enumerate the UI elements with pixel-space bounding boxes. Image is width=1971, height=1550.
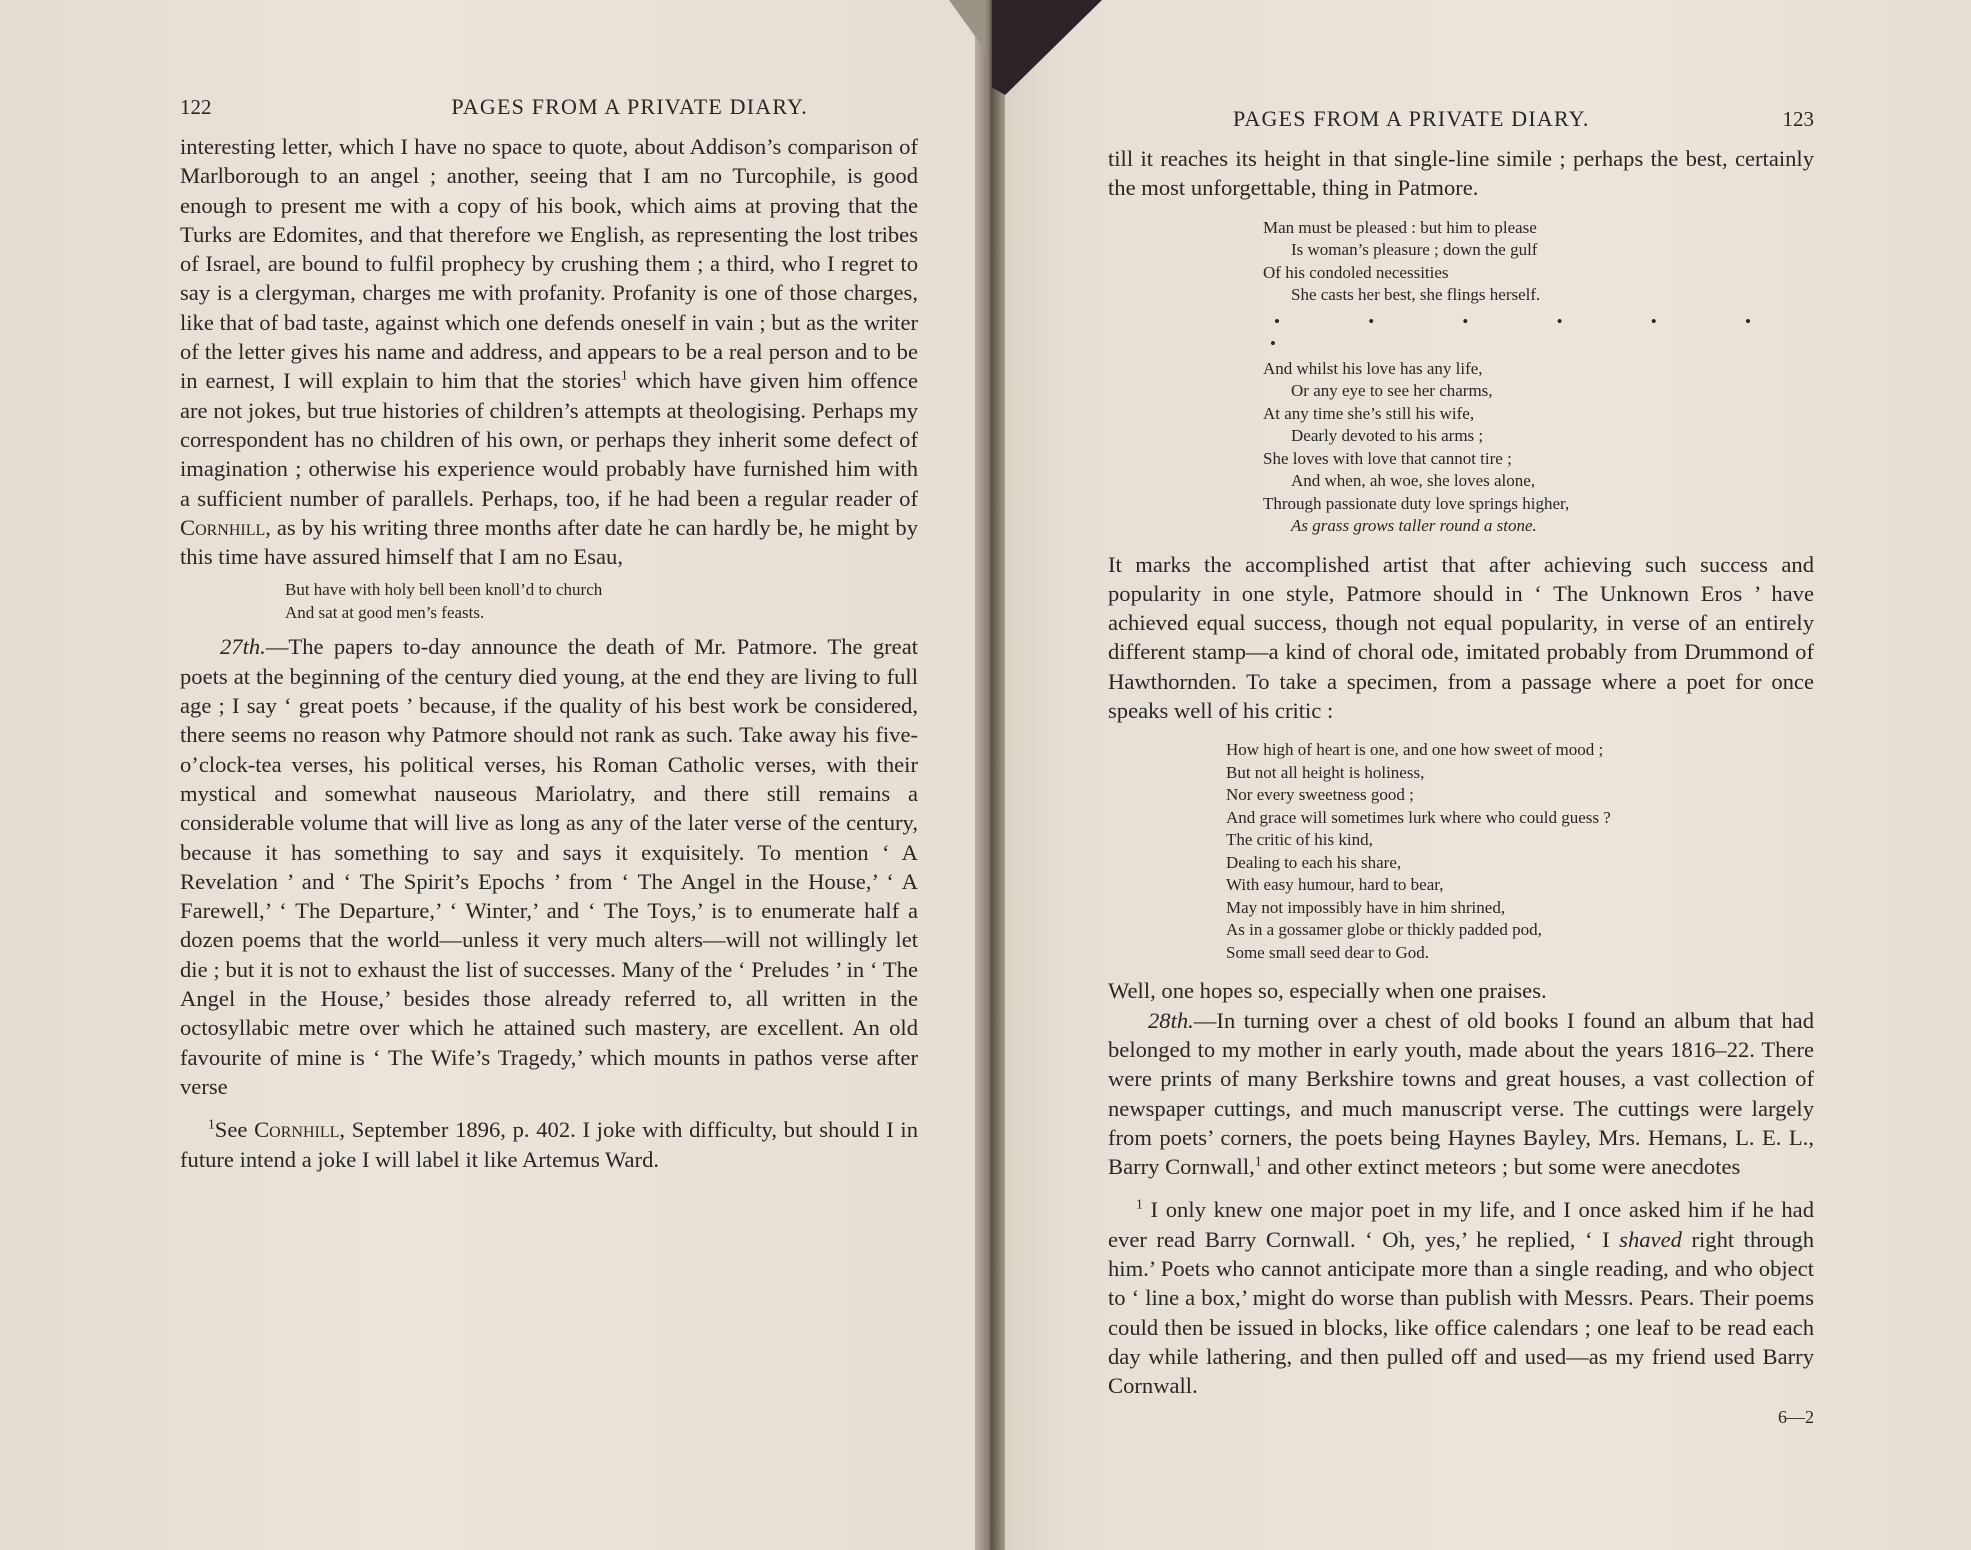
verse-line: But not all height is holiness,: [1226, 762, 1425, 782]
right-paragraph-1: till it reaches its height in that single-line simile ; perhaps the best, certainly the most unforgettable, thing in Patmore.: [1108, 146, 1814, 201]
footnote-mark: 1: [1136, 1196, 1143, 1212]
text-run: right through him.’ Poets who cannot anticipate more than a single reading, and who object to ‘ line a box,’ might do worse than publish with Messrs. Pears. Their poems could then be issued in blocks, like office calendars ; one leaf to be read each day while lathering, and then pulled off and used—as my friend used Barry Cornwall.: [1108, 1226, 1814, 1399]
text-run: which have given him offence are not jokes, but true histories of children’s attempts at theologising. Perhaps my correspondent has no children of his own, or perhaps they inherit some defect of imagination ; otherwise his experience would probably have furnished him with a sufficient number of parallels. Perhaps, too, if he had been a regular reader of: [180, 368, 918, 511]
right-running-title: PAGES FROM A PRIVATE DIARY.: [1233, 106, 1590, 131]
verse-line: As in a gossamer globe or thickly padded pod,: [1226, 920, 1542, 940]
verse-line: And when, ah woe, she loves alone,: [1291, 471, 1536, 491]
text-run: shaved: [1619, 1226, 1682, 1252]
verse-ellipsis: [1108, 311, 1814, 356]
entry-date: 28th.: [1148, 1007, 1194, 1033]
text-run: See: [214, 1117, 255, 1143]
left-footnote: [180, 1115, 918, 1174]
left-verse-quote: [180, 579, 918, 624]
entry-date: 27th.: [220, 634, 266, 660]
verse-line: Dealing to each his share,: [1226, 852, 1402, 872]
right-body: [1108, 144, 1814, 1428]
right-running-head: [1108, 106, 1814, 132]
signature-mark: 6—2: [1778, 1406, 1814, 1427]
text-run: Cornhill: [180, 514, 266, 540]
verse-line: And whilst his love has any life,: [1263, 358, 1483, 378]
right-page: [988, 0, 1971, 1550]
book-gutter: [975, 0, 1005, 1550]
verse-line: At any time she’s still his wife,: [1263, 403, 1475, 423]
text-run: , as by his writing three months after date he can hardly be, he might by this time have assured himself that I am no Esau,: [180, 514, 918, 570]
ellipsis-dots: • • • • • • •: [1270, 311, 1793, 354]
verse-line: She casts her best, she flings herself.: [1291, 285, 1541, 305]
left-running-title: PAGES FROM A PRIVATE DIARY.: [451, 94, 808, 119]
text-run: Cornhill: [254, 1117, 340, 1143]
left-body: [180, 132, 918, 1174]
verse-line: Of his condoled necessities: [1263, 262, 1449, 282]
left-paragraph-1: [180, 132, 918, 571]
footnote-ref: 1: [621, 367, 628, 383]
verse-line: Or any eye to see her charms,: [1291, 381, 1493, 401]
verse-line: The critic of his kind,: [1226, 830, 1373, 850]
verse-line: Is woman’s pleasure ; down the gulf: [1291, 240, 1538, 260]
verse-line: May not impossibly have in him shrined,: [1226, 897, 1506, 917]
left-paragraph-2: [180, 632, 918, 1101]
verse-line: Through passionate duty love springs higher,: [1263, 493, 1570, 513]
right-verse-quote-1: [1108, 217, 1814, 307]
footnote-mark: 1: [208, 1116, 215, 1132]
text-run: —The papers to-day announce the death of Mr. Patmore. The great poets at the beginning of the century died young, at the end they are living to full age ; I say ‘ great poets ’ because, if the quality of his best work be considered, there seems no reason why Patmore should not rank as such. Take away his five-o’clock-tea verses, his political verses, his Roman Catholic verses, with their mystical and somewhat nauseous Mariolatry, and there still remains a considerable volume that will live as long as any of the later verse of the century, because it has something to say and says it exquisitely. To mention ‘ A Revelation ’ and ‘ The Spirit’s Epochs ’ from ‘ The Angel in the House,’ ‘ A Farewell,’ ‘ The Departure,’ ‘ Winter,’ and ‘ The Toys,’ is to enumerate half a dozen poems that the world—unless it very much alters—will not willingly let die ; but it is not to exhaust the list of successes. Many of the ‘ Preludes ’ in ‘ The Angel in the House,’ besides those already referred to, all written in the octosyllabic metre over which he attained such mastery, are excellent. An old favourite of mine is ‘ The Wife’s Tragedy,’ which mounts in pathos verse after verse: [180, 634, 918, 1099]
verse-line: As grass grows taller round a stone.: [1291, 516, 1537, 536]
left-running-head: [180, 94, 918, 120]
footnote-ref: 1: [1254, 1153, 1262, 1169]
verse-line: Some small seed dear to God.: [1226, 942, 1430, 962]
verse-line: Dearly devoted to his arms ;: [1291, 426, 1484, 446]
right-paragraph-3: Well, one hopes so, especially when one praises.: [1108, 978, 1547, 1004]
right-verse-quote-3: [1108, 739, 1814, 964]
verse-line: Nor every sweetness good ;: [1226, 785, 1414, 805]
verse-line: With easy humour, hard to bear,: [1226, 875, 1444, 895]
left-page-number: 122: [180, 95, 212, 119]
right-page-number: 123: [1782, 107, 1814, 131]
verse-line: Man must be pleased : but him to please: [1263, 217, 1537, 237]
verse-line: And grace will sometimes lurk where who could guess ?: [1226, 807, 1611, 827]
text-run: I only knew one major poet in my life, and I once asked him if he had ever read Barry Cornwall. ‘ Oh, yes,’ he replied, ‘ I: [1108, 1197, 1815, 1252]
verse-line: How high of heart is one, and one how sweet of mood ;: [1226, 740, 1604, 760]
verse-line: She loves with love that cannot tire ;: [1263, 448, 1512, 468]
verse-line: And sat at good men’s feasts.: [285, 602, 485, 622]
text-run: —In turning over a chest of old books I found an album that had belonged to my mother in early youth, made about the years 1816–22. There were prints of many Berkshire towns and great houses, a vast collection of newspaper cuttings, and much manuscript verse. The cuttings were largely from poets’ corners, the poets being Haynes Bayley, Mrs. Hemans, L. E. L., Barry Cornwall,: [1108, 1007, 1814, 1180]
text-run: and other extinct meteors ; but some were anecdotes: [1261, 1154, 1741, 1180]
right-verse-quote-2: [1108, 358, 1814, 538]
verse-line: But have with holy bell been knoll’d to church: [285, 580, 603, 600]
text-run: , September 1896, p. 402. I joke with difficulty, but should I in future intend a joke I will label it like Artemus Ward.: [180, 1117, 918, 1172]
right-paragraph-2: It marks the accomplished artist that after achieving such success and popularity in one style, Patmore should in ‘ The Unknown Eros ’ have achieved equal success, though not equal popularity, in verse of an entirely different stamp—a kind of choral ode, imitated probably from Drummond of Hawthornden. To take a specimen, from a passage where a poet for once speaks well of his critic :: [1108, 551, 1814, 724]
right-paragraph-4: [1108, 1006, 1814, 1182]
text-run: interesting letter, which I have no space to quote, about Addison’s comparison of Marlborough to an angel ; another, seeing that I am no Turcophile, is good enough to present me with a copy of his book, which aims at proving that the Turks are Edomites, and that therefore we English, as representing the lost tribes of Israel, are bound to fulfil prophecy by crushing them ; a third, who I regret to say is a clergyman, charges me with profanity. Profanity is one of those charges, like that of bad taste, against which one defends oneself in vain ; but as the writer of the letter gives his name and address, and appears to be a real person and to be in earnest, I will explain to him that the stories: [180, 134, 918, 394]
right-footnote: [1108, 1195, 1814, 1400]
